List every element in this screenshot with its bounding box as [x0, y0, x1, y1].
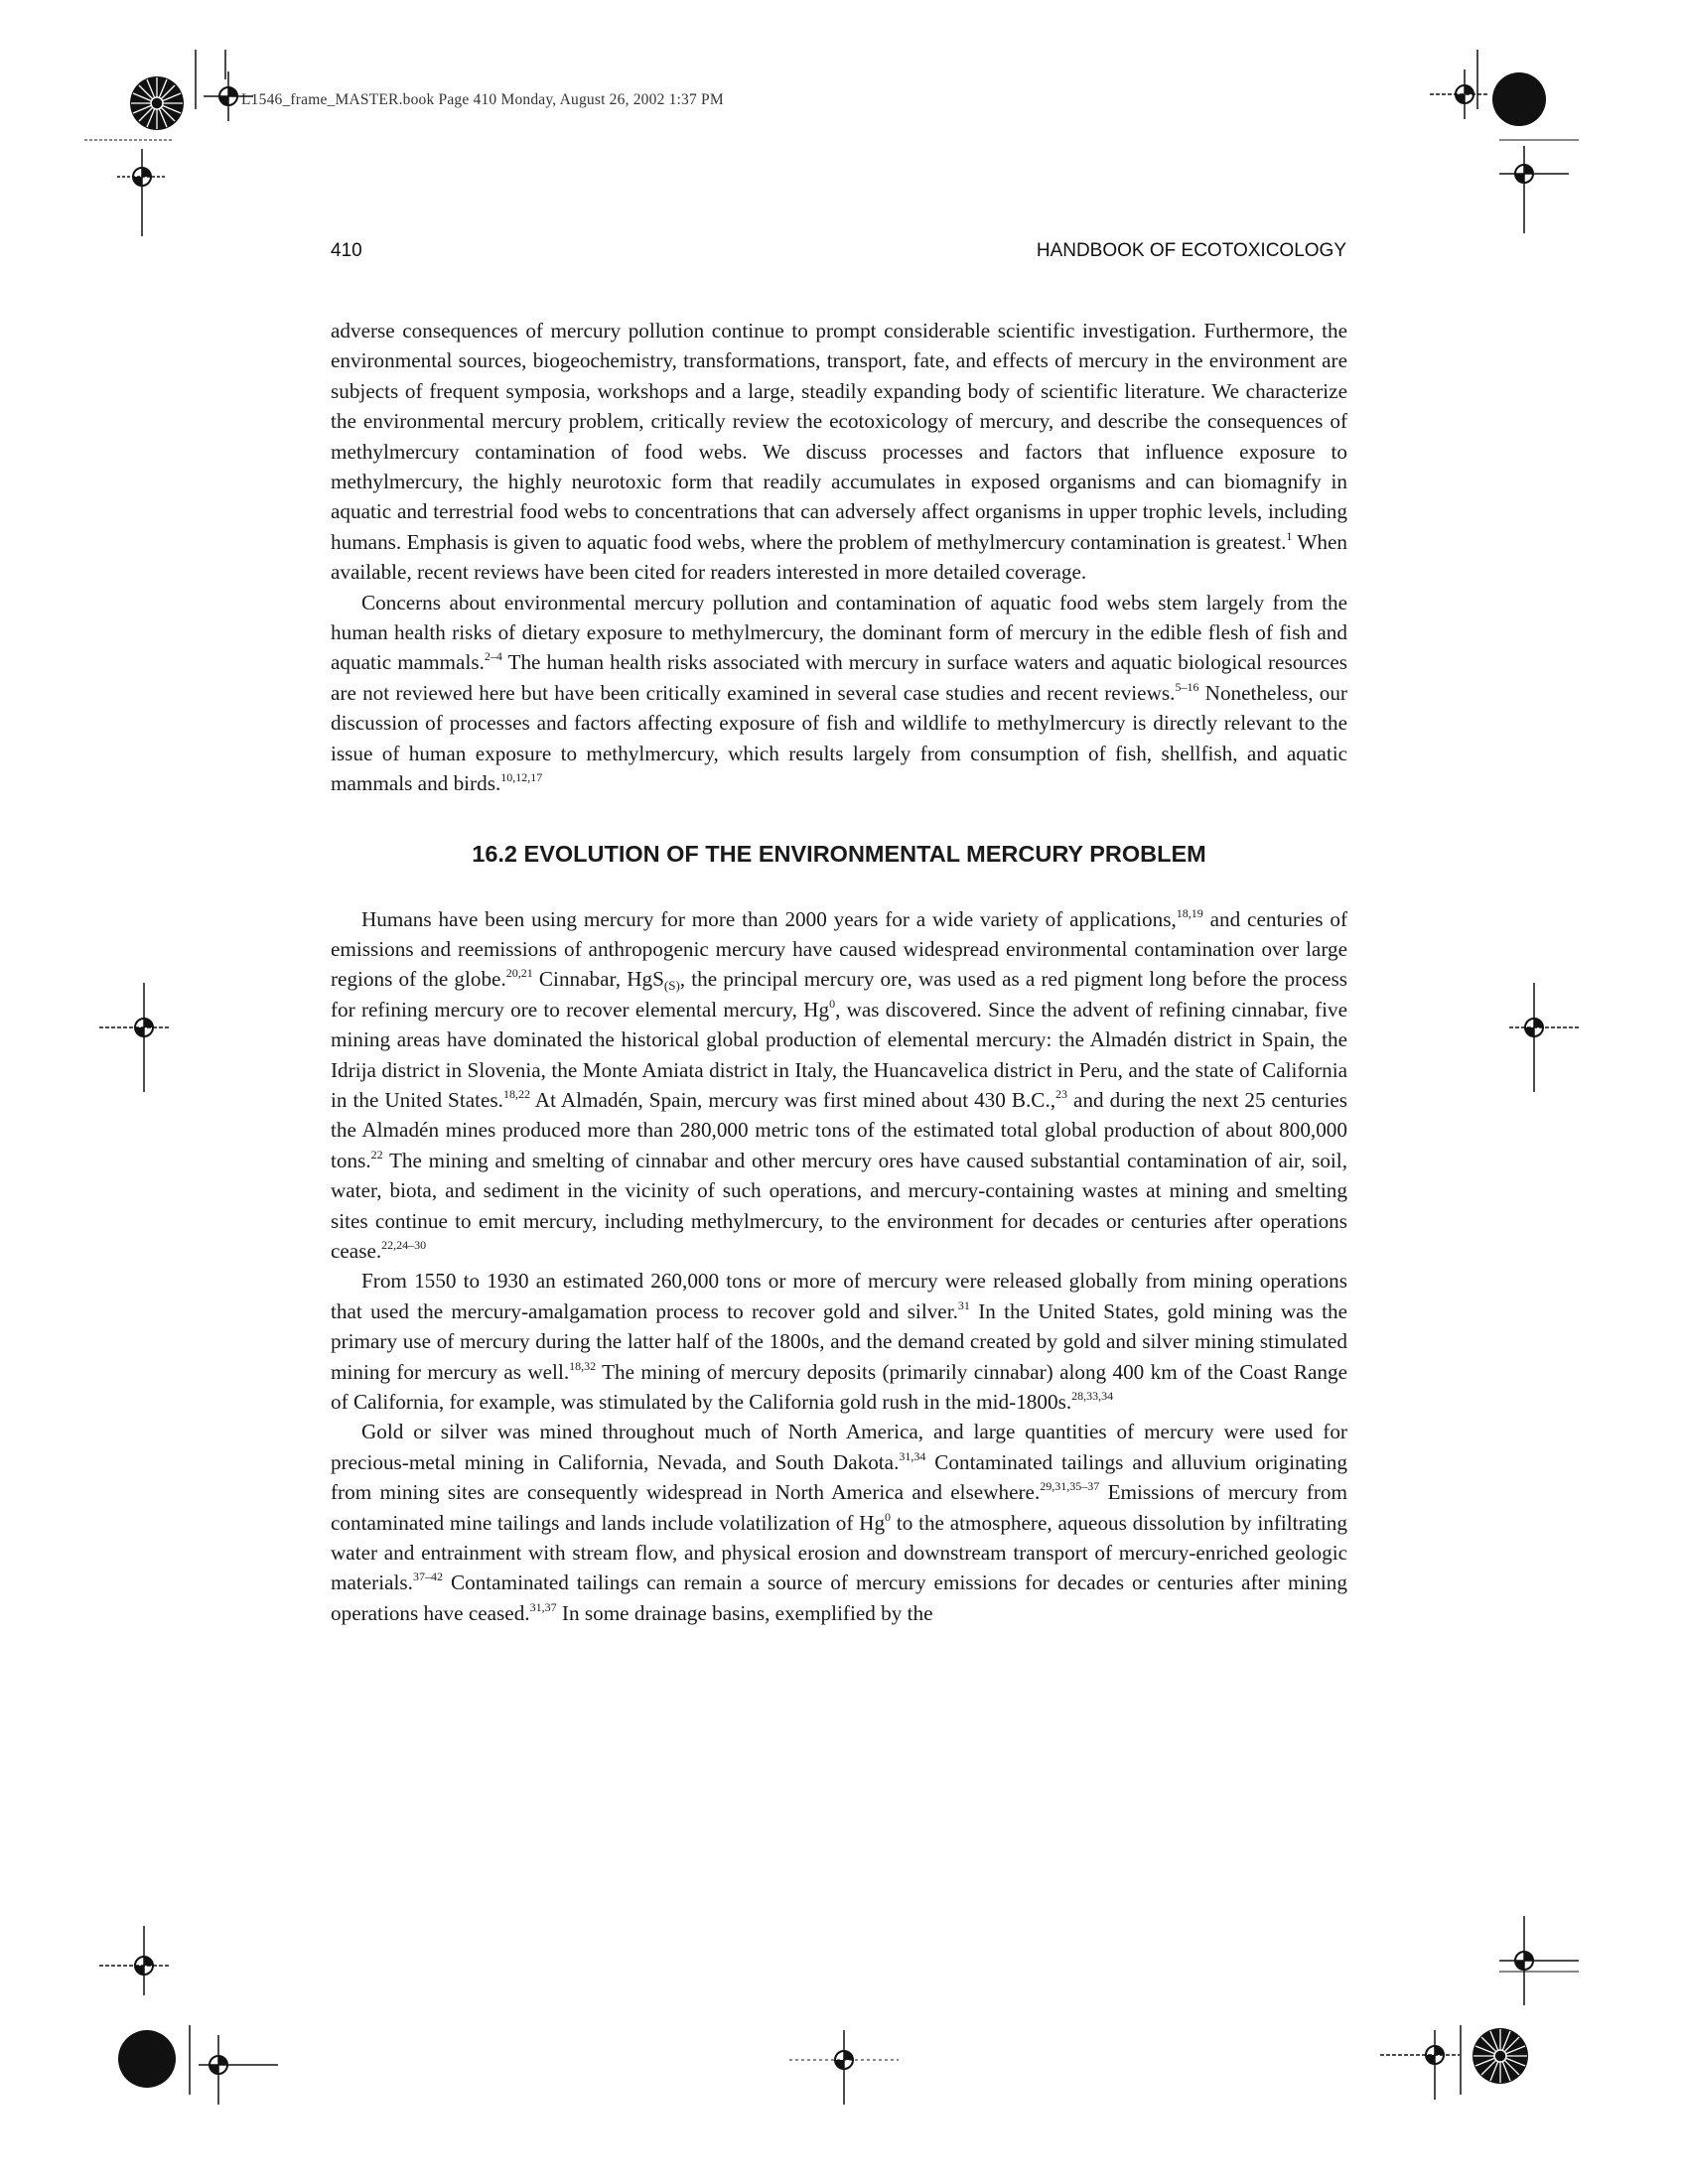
- crosshair-icon: [1499, 144, 1569, 233]
- crop-line-icon: [1460, 2025, 1463, 2095]
- section-heading: 16.2 EVOLUTION OF THE ENVIRONMENTAL MERCURY PROBLEM: [472, 840, 1206, 867]
- registration-starburst-icon: [1470, 2025, 1531, 2087]
- registration-dot-icon: [1491, 71, 1547, 127]
- crop-line-icon: [1476, 50, 1479, 109]
- crosshair-icon: [1509, 983, 1579, 1092]
- crosshair-icon: [1430, 69, 1489, 119]
- crosshair-icon: [117, 147, 167, 236]
- crop-line-icon: [1499, 139, 1579, 142]
- crosshair-icon: [99, 1926, 169, 2005]
- running-head: [331, 240, 1346, 262]
- registration-starburst-icon: [127, 73, 187, 133]
- body-text: [331, 316, 1347, 1628]
- crop-line-icon: [1499, 1971, 1579, 1974]
- crosshair-icon: [789, 2030, 899, 2105]
- crosshair-icon: [1499, 1916, 1579, 2005]
- paragraph: Concerns about environmental mercury pollution and contamination of aquatic food webs stem largely from the human health risks of dietary exposure to methylmercury, the dominant form of mercury in the edible flesh of fish and aquatic mammals.$^{2-4}$ The human health risks associated with mercury in surface waters and aquatic biological resources are not reviewed here but have been critically examined in several case studies and recent reviews.$^{5-16}$ Nonetheless, our discussion of processes and factors affecting exposure of fish and wildlife to methylmercury is directly relevant to the issue of human exposure to methylmercury, which results largely from consumption of fish, shellfish, and aquatic mammals and birds.$^{10,12,17}$: [331, 590, 1347, 796]
- slug-line: L1546_frame_MASTER.book Page 410 Monday, August 26, 2002 1:37 PM: [241, 91, 724, 108]
- crosshair-icon: [99, 983, 169, 1092]
- page-number: 410: [331, 240, 362, 261]
- book-title: HANDBOOK OF ECOTOXICOLOGY: [1036, 240, 1346, 261]
- crop-line-icon: [189, 2025, 192, 2095]
- paragraph: Gold or silver was mined throughout much of North America, and large quantities of mercury were used for precious-metal mining in California, Nevada, and South Dakota.$^{31,34}$ Contaminated tailings and alluvium originating from mining sites are consequently widespread in North America and elsewhere.$^{29,31,35-37}$ Emissions of mercury from contaminated mine tailings and lands include volatilization of Hg$^0$ to the atmosphere, aqueous dissolution by infiltrating water and entrainment with stream flow, and physical erosion and downstream transport of mercury-enriched geologic materials.$^{37-42}$ Contaminated tailings can remain a source of mercury emissions for decades or centuries after mining operations have ceased.$^{31,37}$ In some drainage basins, exemplified by the: [331, 1420, 1347, 1625]
- registration-dot-icon: [117, 2029, 177, 2089]
- crop-line-icon: [195, 50, 198, 109]
- paragraph: From 1550 to 1930 an estimated 260,000 tons or more of mercury were released globally from mining operations that used the mercury-amalgamation process to recover gold and silver.$^{31}$ In the United States, gold mining was the primary use of mercury during the latter half of the 1800s, and the demand created by gold and silver mining stimulated mining for mercury as well.$^{18,32}$ The mining of mercury deposits (primarily cinnabar) along 400 km of the Coast Range of California, for example, was stimulated by the California gold rush in the mid-1800s.$^{28,33,34}$: [331, 1269, 1347, 1414]
- crop-line-icon: [224, 50, 227, 79]
- crosshair-icon: [1380, 2030, 1460, 2100]
- crosshair-icon: [199, 2035, 278, 2105]
- paragraph: Humans have been using mercury for more than 2000 years for a wide variety of applications,$^{18,19}$ and centuries of emissions and reemissions of anthropogenic mercury have caused widespread environmental contamination over large regions of the globe.$^{20,21}$ Cinnabar, HgS$_{(S)}$, the principal mercury ore, was used as a red pigment long before the process for refining mercury ore to recover elemental mercury, Hg$^0$, was discovered. Since the advent of refining cinnabar, five mining areas have dominated the historical global production of elemental mercury: the Almadén district in Spain, the Idrija district in Slovenia, the Monte Amiata district in Italy, the Huancavelica district in Peru, and the state of California in the United States.$^{18,22}$ At Almadén, Spain, mercury was first mined about 430 B.C.,$^{23}$ and during the next 25 centuries the Almadén mines produced more than 280,000 metric tons of the estimated total global production of about 800,000 tons.$^{22}$ The mining and smelting of cinnabar and other mercury ores have caused substantial contamination of air, soil, water, biota, and sediment in the vicinity of such operations, and mercury-containing wastes at mining and smelting sites continue to emit mercury, including methylmercury, to the environment for decades or centuries after operations cease.$^{22,24-30}$: [331, 905, 1348, 1263]
- crop-line-icon: [84, 139, 174, 142]
- paragraph: adverse consequences of mercury pollution continue to prompt considerable scientific investigation. Furthermore, the environmental sources, biogeochemistry, transformations, transport, fate, and effects of mercury in the environment are subjects of frequent symposia, workshops and a large, steadily expanding body of scientific literature. We characterize the environmental mercury problem, critically review the ecotoxicology of mercury, and describe the consequences of methylmercury contamination of food webs. We discuss processes and factors that influence exposure to methylmercury, the highly neurotoxic form that readily accumulates in exposed organisms and can biomagnify in aquatic and terrestrial food webs to concentrations that can adversely affect organisms in upper trophic levels, including humans. Emphasis is given to aquatic food webs, where the problem of methylmercury contamination is greatest.$^1$ When available, recent reviews have been cited for readers interested in more detailed coverage.: [331, 319, 1347, 585]
- crosshair-icon: [204, 71, 253, 121]
